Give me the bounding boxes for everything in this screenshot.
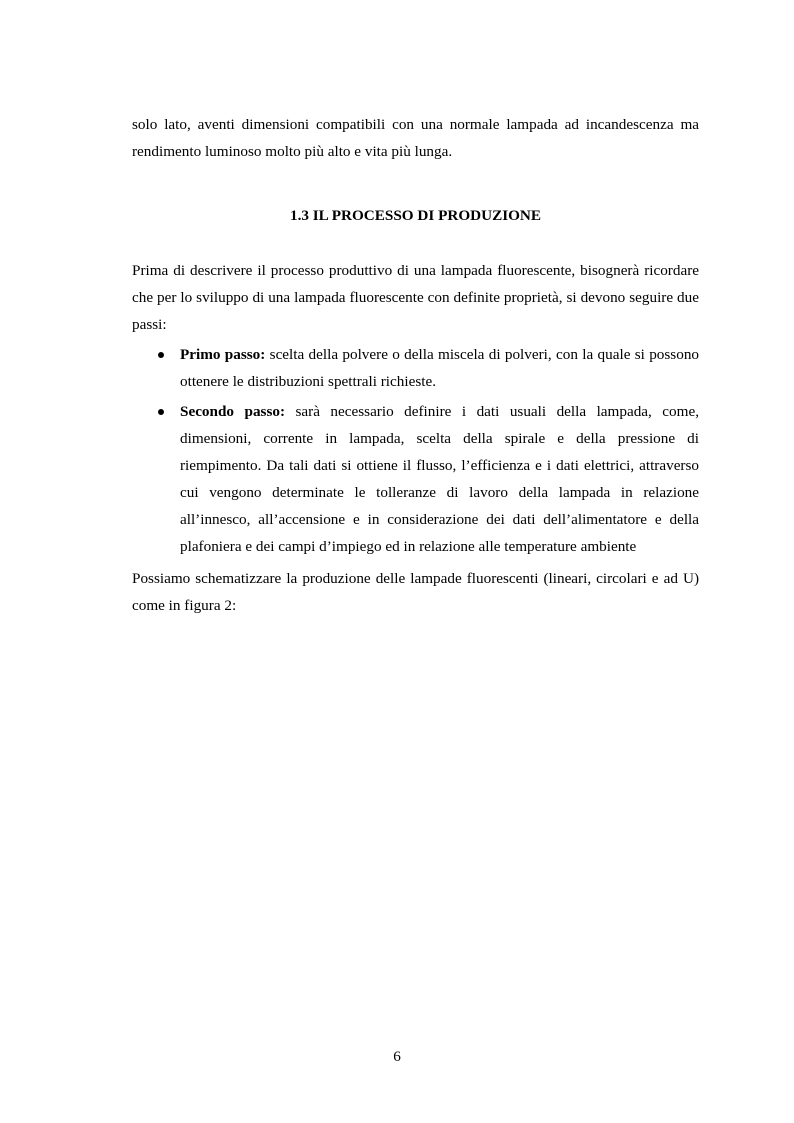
list-item — [132, 398, 699, 560]
intro-paragraph: solo lato, aventi dimensioni compatibili con una normale lampada ad incandescenza ma rendimento luminoso molto più alto e vita più lunga. — [132, 116, 699, 160]
closing-paragraph: Possiamo schematizzare la produzione delle lampade fluorescenti (lineari, circolari e ad U) come in figura 2: — [132, 570, 699, 614]
page-number: 6 — [393, 1048, 401, 1065]
list-item — [132, 341, 699, 395]
bullet-icon — [158, 352, 164, 358]
step-text: sarà necessario definire i dati usuali della lampada, come, dimensioni, corrente in lampada, scelta della spirale e della pressione di riempimento. Da tali dati si ottiene il flusso, l’efficienza e i dati elettrici, attraverso cui vengono determinate le tolleranze di lavoro della lampada in relazione all’innesco, all’accensione e in considerazione dei dati dell’alimentatore e della plafoniera e dei campi d’impiego ed in relazione alle temperature ambiente — [180, 403, 699, 555]
steps-list — [132, 341, 699, 563]
bullet-icon — [158, 409, 164, 415]
process-paragraph: Prima di descrivere il processo produttivo di una lampada fluorescente, bisognerà ricordare che per lo sviluppo di una lampada fluorescente con definite proprietà, si devono seguire due passi: — [132, 262, 699, 333]
step-text: scelta della polvere o della miscela di polveri, con la quale si possono ottenere le distribuzioni spettrali richieste. — [180, 346, 700, 390]
step-term: Secondo passo: — [180, 403, 296, 420]
step-term: Primo passo: — [180, 346, 270, 363]
section-heading: 1.3 IL PROCESSO DI PRODUZIONE — [289, 207, 542, 224]
